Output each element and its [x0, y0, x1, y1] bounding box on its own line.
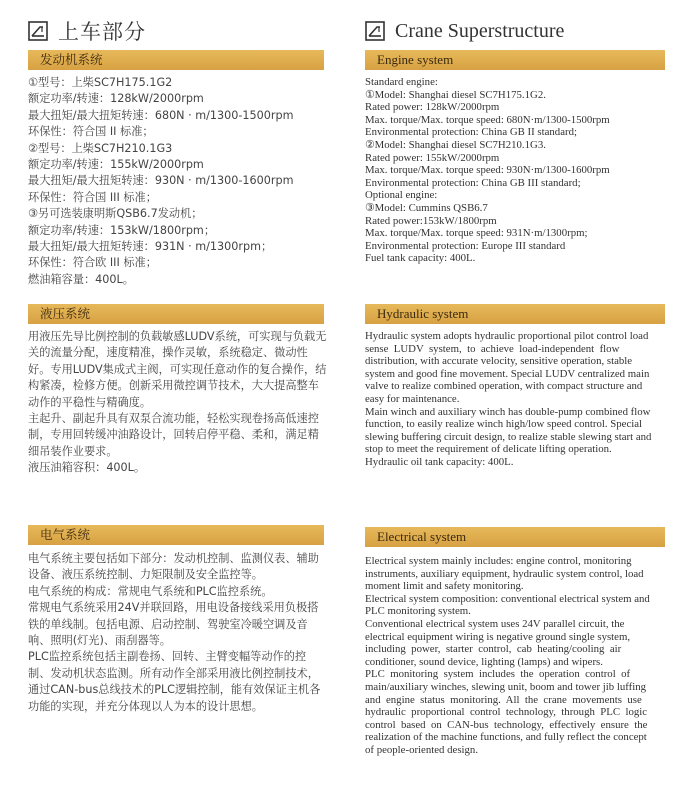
text-line: Environmental protection: China GB II standard; — [365, 126, 577, 139]
text-line: ③Model: Cummins QSB6.7 — [365, 201, 488, 214]
text-line: Max. torque/Max. torque speed: 931N·m/1300rpm; — [365, 227, 588, 240]
text-line: 设备、液压系统控制、力矩限制及安全监控等。 — [28, 568, 263, 582]
text-line: 通过CAN-bus总线技术的PLC逻辑控制，能有效保证主机各 — [28, 683, 321, 697]
text-line: PLC monitoring system includes the operation control of — [365, 668, 631, 681]
text-line: 细吊装作业要求。 — [28, 444, 118, 458]
text-line: Environmental protection: Europe III standard — [365, 239, 566, 252]
text-line: 功能的实现，并充分体现以人为本的设计思想。 — [28, 699, 263, 713]
crane-icon — [365, 21, 385, 41]
text-line: 额定功率/转速：155kW/2000rpm — [28, 158, 204, 172]
text-line: sense LUDV system, to achieve load-independent flow — [365, 342, 620, 355]
text-line: 额定功率/转速：153kW/1800rpm； — [28, 223, 216, 237]
text-line: function, to easily realize winch high/low speed control. Special — [365, 418, 643, 431]
text-line: ②型号：上柴SC7H210.1G3 — [28, 141, 173, 155]
section-bar-hydraulic-cn — [28, 304, 324, 324]
electrical-text-cn — [28, 551, 328, 715]
page-title-en: Crane Superstructure — [395, 19, 565, 42]
text-line: 铁的单线制。包括电源、启动控制、驾驶室冷暖空调及音 — [28, 617, 308, 631]
text-line: Max. torque/Max. torque speed: 930N·m/1300-1600rpm — [365, 164, 610, 177]
text-line: PLC监控系统包括主副卷扬、回转、主臂变幅等动作的控 — [28, 650, 307, 664]
text-line: 关的流量分配，速度精准，操作灵敏，系统稳定、微动性 — [28, 346, 308, 360]
text-line: 环保性：符合国 III 标准； — [28, 190, 157, 204]
text-line: 制、发动机状态监测。所有动作全部采用液比例控制技术， — [28, 666, 319, 680]
section-bar-electrical-en — [365, 527, 665, 547]
text-line: 动作的平稳性与精确度。 — [28, 395, 152, 409]
text-line: of people-oriented design. — [365, 743, 479, 756]
text-line: 液压油箱容积：400L。 — [28, 461, 146, 475]
text-line: instruments, auxiliary equipment, hydraulic system control, load — [365, 567, 644, 580]
text-line: Electrical system composition: conventional electrical system and — [365, 592, 650, 605]
text-line: ③另可选装康明斯QSB6.7发动机； — [28, 207, 203, 221]
text-line: 用液压先导比例控制的负载敏感LUDV系统，可实现与负载无 — [28, 330, 327, 343]
text-line: 环保性：符合国 II 标准； — [28, 125, 154, 139]
text-line: easy for maintenance. — [365, 392, 460, 405]
text-line: ②Model: Shanghai diesel SC7H210.1G3. — [365, 138, 546, 151]
text-line: Fuel tank capacity: 400L. — [365, 252, 476, 265]
section-heading: 液压系统 — [40, 306, 91, 321]
hydraulic-text-cn — [28, 329, 328, 477]
section-heading: 电气系统 — [40, 527, 91, 542]
text-line: Conventional electrical system uses 24V parallel circuit, the — [365, 617, 625, 630]
page-title-cn: 上车部分 — [58, 20, 146, 44]
text-line: Rated power: 128kW/2000rpm — [365, 101, 500, 114]
text-line: stop to meet the requirement of delicate lifting operation. — [365, 443, 612, 456]
text-line: PLC monitoring system. — [365, 605, 471, 618]
text-line: ①型号：上柴SC7H175.1G2 — [28, 76, 173, 89]
section-bar-engine-en — [365, 50, 665, 70]
section-bar-hydraulic-en — [365, 304, 665, 324]
text-line: 最大扭矩/最大扭矩转速：931N · m/1300rpm； — [28, 240, 273, 254]
text-line: Optional engine: — [365, 189, 438, 202]
text-line: including power, starter control, cab heating/cooling air — [365, 643, 622, 656]
section-heading: 发动机系统 — [40, 52, 103, 67]
section-bar-electrical-cn — [28, 525, 324, 545]
text-line: and engine status monitoring. All the crane movements use — [365, 693, 642, 706]
text-line: ①Model: Shanghai diesel SC7H175.1G2. — [365, 88, 546, 101]
page-header-en — [365, 14, 665, 48]
engine-text-cn — [28, 75, 328, 288]
engine-text-en — [365, 76, 667, 265]
text-line: Rated power: 155kW/2000rpm — [365, 151, 500, 164]
text-line: Hydraulic oil tank capacity: 400L. — [365, 455, 514, 468]
text-line: main/auxiliary winches, slewing unit, boom and tower jib luffing — [365, 680, 647, 693]
text-line: 响、照明(灯光)、雨刮器等。 — [28, 634, 171, 648]
text-line: Max. torque/Max. torque speed: 680N·m/1300-1500rpm — [365, 113, 610, 126]
text-line: Rated power:153kW/1800rpm — [365, 214, 497, 227]
page-header-cn — [28, 14, 324, 48]
section-bar-engine-cn — [28, 50, 324, 70]
electrical-text-en — [365, 555, 667, 757]
text-line: hydraulic proportional control technology, through PLC logic — [365, 706, 648, 719]
text-line: moment limit and safety monitoring. — [365, 580, 524, 593]
text-line: control based on CAN-bus technology, effectively ensure the — [365, 718, 648, 731]
crane-icon — [28, 21, 48, 41]
text-line: Environmental protection: China GB III standard; — [365, 176, 581, 189]
text-line: 主起升、副起升具有双泵合流功能，轻松实现卷扬高低速控 — [28, 412, 319, 426]
text-line: realization of the machine functions, and fully reflect the concept — [365, 731, 647, 744]
text-line: 环保性：符合欧 III 标准； — [28, 256, 157, 270]
text-line: conditioner, sound device, lighting (lamps) and wipers. — [365, 655, 603, 668]
text-line: system and good fine movement. Special LUDV centralized main — [365, 367, 650, 380]
text-line: 好。专用LUDV集成式主阀，可实现任意动作的复合操作，结 — [28, 362, 327, 376]
text-line: valve to realize combined operation, with compact structure and — [365, 380, 643, 393]
text-line: Main winch and auxiliary winch has double-pump combined flow — [365, 405, 651, 418]
text-line: distribution, with accurate velocity, sensitive operation, stable — [365, 355, 633, 368]
section-heading: Hydraulic system — [377, 306, 469, 321]
text-line: Hydraulic system adopts hydraulic proportional pilot control load — [365, 330, 649, 342]
text-line: Electrical system mainly includes: engine control, monitoring — [365, 555, 632, 567]
text-line: 构紧凑，检修方便。创新采用微控调节技术，大大提高整车 — [28, 379, 319, 393]
text-line: electrical equipment wiring is negative ground single system, — [365, 630, 631, 643]
text-line: Standard engine: — [365, 76, 438, 88]
text-line: 电气系统主要包括如下部分：发动机控制、监测仪表、辅助 — [28, 552, 319, 565]
text-line: 额定功率/转速：128kW/2000rpm — [28, 92, 204, 106]
hydraulic-text-en — [365, 330, 667, 469]
text-line: 最大扭矩/最大扭矩转速：930N · m/1300-1600rpm — [28, 174, 294, 188]
text-line: 常规电气系统采用24V并联回路，用电设备接线采用负极搭 — [28, 601, 319, 615]
text-line: 制，专用回转缓冲油路设计，回转启停平稳、柔和，满足精 — [28, 428, 319, 442]
section-heading: Electrical system — [377, 529, 467, 544]
text-line: slewing buffering circuit design, to realize stable slewing start and — [365, 430, 652, 443]
text-line: 最大扭矩/最大扭矩转速：680N · m/1300-1500rpm — [28, 108, 294, 122]
text-line: 电气系统的构成：常规电气系统和PLC监控系统。 — [28, 584, 273, 598]
text-line: 燃油箱容量：400L。 — [28, 272, 134, 286]
section-heading: Engine system — [377, 52, 454, 67]
